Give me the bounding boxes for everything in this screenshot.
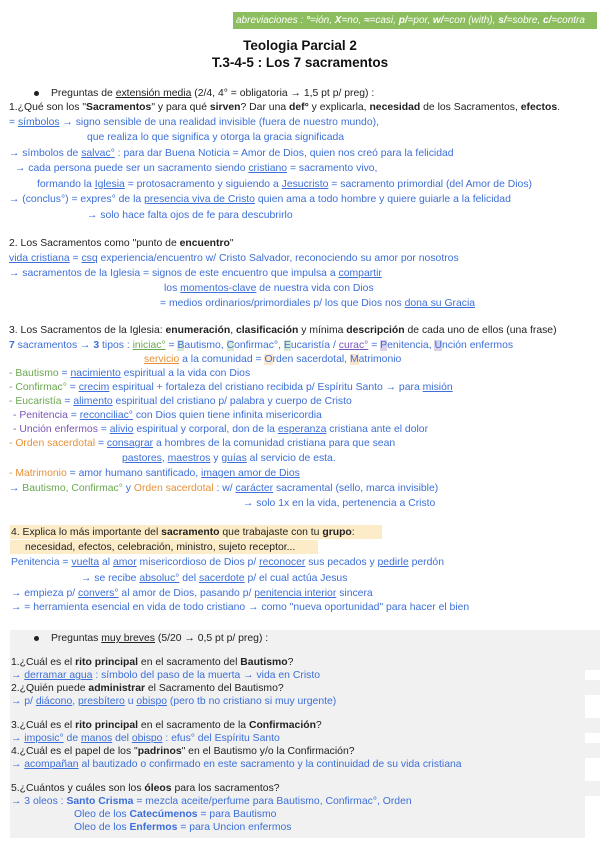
text: sacramento xyxy=(161,527,220,538)
text: descripción xyxy=(346,325,405,336)
text: con Dios quien tiene infinita misericordia xyxy=(132,410,322,421)
answer-line: que realiza lo que significa y otorga la gracia significada xyxy=(87,132,345,143)
text: al amor de Dios, pasando p/ xyxy=(118,588,255,599)
text: = amor humano santificado, xyxy=(66,468,202,479)
text: = medios ordinarios/primordiales p/ los que Dios nos xyxy=(160,298,405,309)
text: al bautizado o confirmado en este sacramento y la continuidad de su vida cristiana xyxy=(78,759,462,770)
question-4-line2: necesidad, efectos, celebración, ministro, sujeto receptor... xyxy=(25,542,296,553)
text: Orden sacerdotal xyxy=(133,483,214,494)
text: Catecúmenos xyxy=(129,809,198,820)
abbr-meaning: =ión xyxy=(310,15,330,26)
text: ? Dar una xyxy=(240,102,290,113)
text: 1.¿Qué son los " xyxy=(9,102,87,113)
text: quien ama a todo hombre y quiere guiarle a la felicidad xyxy=(254,194,511,205)
text: para los sacramentos? xyxy=(171,783,280,794)
text: Oleo de los xyxy=(74,809,130,820)
answer-line xyxy=(160,297,475,310)
text: Sacramentos xyxy=(86,102,152,113)
text: onfirmac°, xyxy=(234,340,284,351)
text: administrar xyxy=(88,683,146,694)
text: obispo xyxy=(136,696,168,707)
sacrament-types-line xyxy=(144,353,401,366)
text: sirven xyxy=(209,102,241,113)
text: salvac° xyxy=(81,148,115,159)
text: 2.¿Quién puede xyxy=(11,683,89,694)
text: guías xyxy=(221,453,247,464)
text: 4. Explica lo más importante del xyxy=(11,527,162,538)
text: amor xyxy=(112,557,137,568)
text: sacramentos → xyxy=(14,340,94,351)
abbr-sym: ≈ xyxy=(364,15,370,26)
text: → símbolos de xyxy=(9,148,82,159)
text: clasificación xyxy=(236,325,299,336)
bullet-icon xyxy=(34,636,39,641)
text: U xyxy=(434,340,442,351)
text: momentos-clave xyxy=(180,283,257,294)
question-2 xyxy=(9,237,234,250)
text: y xyxy=(122,483,134,494)
text: = xyxy=(66,382,79,393)
text: vida cristiana xyxy=(9,253,70,264)
breve-answer-4 xyxy=(11,758,462,771)
breve-answer-3 xyxy=(11,732,280,745)
text: 3 xyxy=(93,340,100,351)
text: P xyxy=(380,340,388,351)
text: Enfermos xyxy=(129,822,178,833)
text: esperanza xyxy=(277,424,327,435)
breve-question-1 xyxy=(11,656,293,669)
text: experiencia/encuentro w/ Cristo Salvador, reconociendo su amor por nosotros xyxy=(97,253,459,264)
page-title: Teologia Parcial 2 xyxy=(243,38,357,53)
answer-line xyxy=(164,282,374,295)
text: a hombres de la comunidad cristiana para que sean xyxy=(153,438,396,449)
text: : para dar Buena Noticia = Amor de Dios, quien nos creó para la felicidad xyxy=(114,148,454,159)
text: rito principal xyxy=(75,720,139,731)
text: 7 xyxy=(9,340,15,351)
text: autismo, xyxy=(184,340,227,351)
background-notch xyxy=(585,733,600,743)
text: " xyxy=(229,238,234,249)
text: símbolos xyxy=(17,117,60,128)
text: = xyxy=(368,340,381,351)
text: presencia viva de Cristo xyxy=(144,194,255,205)
text: nción enfermos xyxy=(442,340,514,351)
answer-line xyxy=(81,572,347,585)
text: 3.¿Cuál es el xyxy=(11,720,76,731)
text: 1.¿Cuál es el xyxy=(11,657,76,668)
text: sincera xyxy=(336,588,373,599)
text: - Confirmac° xyxy=(9,382,67,393)
text: y xyxy=(210,453,222,464)
text: (5/20 → 0,5 pt p/ preg) : xyxy=(154,633,269,644)
text: : símbolo del paso de la muerta → vida en Cristo xyxy=(92,670,320,681)
text: compartir xyxy=(338,268,382,279)
text: imposic° xyxy=(24,733,64,744)
text: = xyxy=(67,410,80,421)
text: " y para qué xyxy=(151,102,210,113)
text: pedirle xyxy=(377,557,409,568)
text: muy breves xyxy=(101,633,155,644)
text: : xyxy=(351,527,355,538)
text: convers° xyxy=(78,588,119,599)
text: espiritual a la vida con Dios xyxy=(120,368,251,379)
text: Iglesia xyxy=(94,179,125,190)
text: del xyxy=(112,733,132,744)
text: obispo xyxy=(131,733,163,744)
sacrament-item-cont xyxy=(122,452,336,465)
text: 5.¿Cuántos y cuáles son los xyxy=(11,783,145,794)
text: = xyxy=(97,424,110,435)
abbr-meaning: =no xyxy=(341,15,359,26)
abbr-meaning: =sobre xyxy=(506,15,538,26)
text: → (conclus°) = expres° de la xyxy=(9,194,145,205)
text: , xyxy=(230,325,236,336)
text: necesidad xyxy=(369,102,421,113)
text: = xyxy=(61,396,74,407)
text: M xyxy=(349,354,359,365)
breve-question-5 xyxy=(11,782,280,795)
answer-line xyxy=(9,252,459,265)
page-subtitle: T.3-4-5 : Los 7 sacramentos xyxy=(211,55,389,70)
abbr-sym: w/ xyxy=(432,15,444,26)
text: - Matrimonio xyxy=(9,468,67,479)
text: dona su Gracia xyxy=(404,298,476,309)
text: E xyxy=(283,340,291,351)
text: de xyxy=(63,733,82,744)
text: penitencia interior xyxy=(254,588,337,599)
background-notch xyxy=(585,758,600,781)
abbreviations-banner: abreviaciones : °=ión, X=no, ≈=casi, p/=por, w/=con (with), s/=sobre, c/=contra xyxy=(233,12,597,29)
text: csq xyxy=(81,253,98,264)
text: rden sacerdotal, xyxy=(272,354,350,365)
abbr-sym: ° xyxy=(306,15,311,26)
answer-line xyxy=(11,587,373,600)
question-4 xyxy=(11,526,355,539)
text: óleos xyxy=(144,783,172,794)
sacrament-types-line xyxy=(9,339,513,352)
text: u xyxy=(124,696,137,707)
text: reconocer xyxy=(259,557,306,568)
text: ? xyxy=(315,720,322,731)
text: en el sacramento del xyxy=(138,657,241,668)
text: diácono xyxy=(35,696,73,707)
abbr-sym: c/ xyxy=(542,15,552,26)
text: crecim xyxy=(78,382,110,393)
text: → signo sensible de una realidad invisible (fuera de nuestro mundo), xyxy=(59,117,379,128)
breve-question-4 xyxy=(11,745,355,758)
text: = xyxy=(9,117,18,128)
abbr-meaning: =con (with) xyxy=(443,15,493,26)
text: → p/ xyxy=(11,696,36,707)
text: cristiano xyxy=(248,163,288,174)
abbr-sym: s/ xyxy=(498,15,507,26)
text: C xyxy=(226,340,235,351)
abbr-sym: X xyxy=(334,15,342,26)
text: 4.¿Cuál es el papel de los " xyxy=(11,746,138,757)
text: del xyxy=(179,573,199,584)
abbr-meaning: =contra xyxy=(551,15,585,26)
text: al xyxy=(99,557,113,568)
text: Oleo de los xyxy=(74,822,130,833)
text: padrinos xyxy=(137,746,182,757)
text: y mínima xyxy=(298,325,347,336)
text: misión xyxy=(422,382,453,393)
text: los xyxy=(164,283,181,294)
text: (pero tb no cristiano si muy urgente) xyxy=(167,696,337,707)
answer-line xyxy=(9,267,382,280)
breve-answer-2 xyxy=(11,695,336,708)
caracter-line: → solo 1x en la vida, pertenencia a Cristo xyxy=(243,498,436,509)
sacrament-item xyxy=(13,423,428,436)
breve-answer-1 xyxy=(11,669,320,682)
text: - Orden sacerdotal xyxy=(9,438,96,449)
text: = xyxy=(165,340,178,351)
text: ucaristía / xyxy=(290,340,339,351)
text: → xyxy=(11,670,25,681)
abbr-label: abreviaciones : xyxy=(236,15,307,26)
text: → xyxy=(11,759,25,770)
text: : w/ xyxy=(213,483,236,494)
background-notch xyxy=(585,670,600,680)
text: espiritual y corporal, don de la xyxy=(133,424,278,435)
text: imagen amor de Dios xyxy=(201,468,300,479)
text: Penitencia = xyxy=(11,557,72,568)
background-notch xyxy=(585,695,600,718)
abbr-meaning: =casi xyxy=(369,15,394,26)
text: consagrar xyxy=(106,438,154,449)
text: vuelta xyxy=(71,557,100,568)
text: cristiana ante el dolor xyxy=(326,424,429,435)
text: Preguntas xyxy=(51,633,102,644)
text: presbítero xyxy=(78,696,125,707)
text: = sacramento primordial (del Amor de Dios) xyxy=(328,179,532,190)
text: a la comunidad = xyxy=(179,354,265,365)
text: atrimonio xyxy=(358,354,402,365)
type-iniciacion: iniciac° xyxy=(132,340,166,351)
answer-line xyxy=(9,116,379,129)
text: formando la xyxy=(37,179,95,190)
text: → 3 oleos : xyxy=(11,796,67,807)
breve-answer-5 xyxy=(74,821,291,834)
text: maestros xyxy=(167,453,211,464)
text: = xyxy=(69,253,82,264)
text: → xyxy=(9,483,23,494)
text: que trabajaste con tu xyxy=(219,527,323,538)
answer-line xyxy=(9,147,454,160)
text: Santo Crisma xyxy=(66,796,134,807)
text: - Unción enfermos xyxy=(13,424,98,435)
answer-line xyxy=(9,193,511,206)
text: Confirmación xyxy=(248,720,316,731)
text: al servicio de esta. xyxy=(246,453,336,464)
text: espiritual + fortaleza del cristiano recibida p/ Espíritu Santo → para xyxy=(109,382,423,393)
text: = para Uncion enfermos xyxy=(177,822,292,833)
text: manos xyxy=(81,733,113,744)
background-notch xyxy=(585,796,600,838)
text: de los Sacramentos, xyxy=(420,102,521,113)
breve-question-2 xyxy=(11,682,284,695)
text: : efus° del Espíritu Santo xyxy=(162,733,280,744)
text: alivio xyxy=(109,424,134,435)
breve-answer-5 xyxy=(74,808,276,821)
text: grupo xyxy=(322,527,352,538)
sacrament-item xyxy=(9,367,250,380)
text: = para Bautismo xyxy=(197,809,277,820)
text: = xyxy=(58,368,71,379)
answer-line: → solo hace falta ojos de fe para descubrirlo xyxy=(87,210,293,221)
text: O xyxy=(264,354,273,365)
text: nacimiento xyxy=(70,368,121,379)
sacrament-item xyxy=(13,409,322,422)
text: → cada persona puede ser un sacramento siendo xyxy=(15,163,249,174)
text: = sacramento vivo, xyxy=(287,163,378,174)
answer-line xyxy=(15,162,377,175)
text: (2/4, 4° = obligatoria → 1,5 pt p/ preg) : xyxy=(191,88,375,99)
text: pastores xyxy=(122,453,162,464)
text: 3. Los Sacramentos de la Iglesia: xyxy=(9,325,166,336)
text: de nuestra vida con Dios xyxy=(256,283,374,294)
abbr-sym: p/ xyxy=(398,15,408,26)
type-servicio: servicio xyxy=(144,354,180,365)
text: enitencia, xyxy=(387,340,435,351)
question-1 xyxy=(9,101,560,114)
text: carácter xyxy=(235,483,274,494)
text: sus pecados y xyxy=(305,557,378,568)
text: absoluc° xyxy=(139,573,180,584)
text: acompañan xyxy=(24,759,79,770)
caracter-line xyxy=(9,482,438,495)
text: Bautismo xyxy=(240,657,288,668)
sacrament-item xyxy=(9,437,395,450)
text: → empieza p/ xyxy=(11,588,78,599)
text: , xyxy=(72,696,79,707)
text: reconciliac° xyxy=(79,410,133,421)
text: def° xyxy=(289,102,309,113)
text: Jesucristo xyxy=(281,179,329,190)
text: misericordioso de Dios p/ xyxy=(136,557,260,568)
text: " en el Bautismo y/o la Confirmación? xyxy=(181,746,355,757)
text: sacerdote xyxy=(198,573,245,584)
text: efectos xyxy=(520,102,558,113)
section-media-heading xyxy=(34,87,374,100)
text: en el sacramento de la xyxy=(138,720,249,731)
text: → se recibe xyxy=(81,573,140,584)
text: 2. Los Sacramentos como "punto de xyxy=(9,238,180,249)
type-curacion: curac° xyxy=(338,340,369,351)
text: extensión media xyxy=(115,88,192,99)
text: encuentro xyxy=(179,238,230,249)
breve-question-3 xyxy=(11,719,322,732)
text: = xyxy=(95,438,107,449)
question-3 xyxy=(9,324,557,337)
text: Preguntas de xyxy=(51,88,116,99)
text: de cada uno de ellos (una frase) xyxy=(404,325,557,336)
text: rito principal xyxy=(75,657,139,668)
answer-line xyxy=(37,178,532,191)
text: perdón xyxy=(408,557,444,568)
text: el Sacramento del Bautismo? xyxy=(145,683,284,694)
text: = mezcla aceite/perfume para Bautismo, Confirmac°, Orden xyxy=(133,796,412,807)
text: ? xyxy=(287,657,294,668)
text: - Bautismo xyxy=(9,368,59,379)
abbr-meaning: =por xyxy=(407,15,428,26)
text: alimento xyxy=(73,396,113,407)
text: , xyxy=(161,453,168,464)
text: espiritual del cristiano p/ palabra y cuerpo de Cristo xyxy=(112,396,352,407)
sacrament-item xyxy=(9,467,300,480)
text: sacramental (sello, marca invisible) xyxy=(273,483,439,494)
text: B xyxy=(177,340,185,351)
section-breves-heading xyxy=(34,632,268,645)
text: - Eucaristía xyxy=(9,396,62,407)
text: p/ el cual actúa Jesus xyxy=(244,573,348,584)
text: . xyxy=(557,102,561,113)
sacrament-item xyxy=(9,395,352,408)
text: derramar agua xyxy=(24,670,93,681)
text: - Penitencia xyxy=(13,410,68,421)
text: → xyxy=(11,733,25,744)
text: y explicarla, xyxy=(308,102,370,113)
bullet-icon xyxy=(34,91,39,96)
answer-line xyxy=(11,556,444,569)
answer-line: → = herramienta esencial en vida de todo cristiano → como "nueva oportunidad" para hacer el bien xyxy=(11,602,470,613)
text: Bautismo, Confirmac° xyxy=(22,483,123,494)
sacrament-item xyxy=(9,381,453,394)
text: tipos : xyxy=(99,340,133,351)
breve-answer-5 xyxy=(11,795,412,808)
text: enumeración xyxy=(165,325,231,336)
text: → sacramentos de la Iglesia = signos de este encuentro que impulsa a xyxy=(9,268,339,279)
text: = protosacramento y siguiendo a xyxy=(124,179,282,190)
